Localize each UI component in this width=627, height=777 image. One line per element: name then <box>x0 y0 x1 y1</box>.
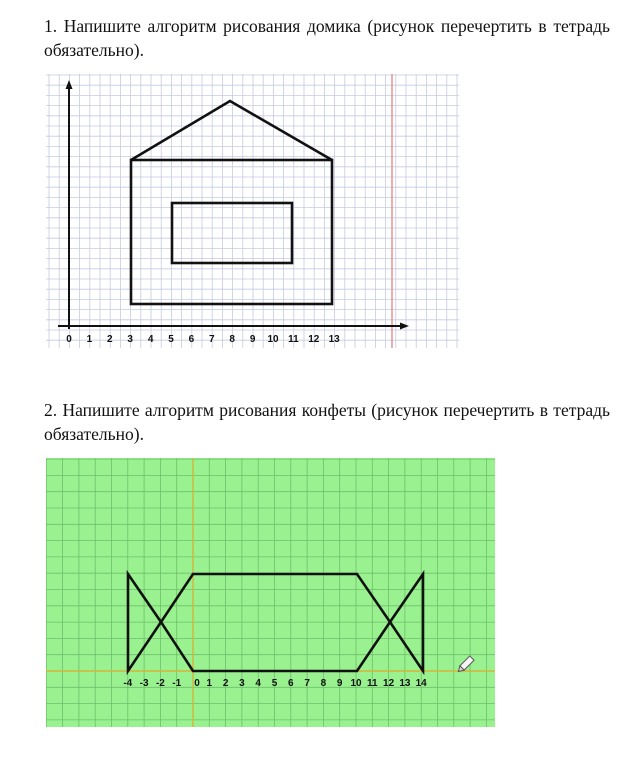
tick-label: 10 <box>350 678 362 689</box>
tick-label: 6 <box>188 334 195 345</box>
tick-label: 5 <box>168 334 174 345</box>
tick-label: 7 <box>209 334 215 345</box>
tick-label: -2 <box>155 678 165 689</box>
tick-label: -4 <box>123 678 133 689</box>
candy-drawing-figure <box>46 458 495 727</box>
tick-label: 4 <box>147 334 154 345</box>
house-drawing-figure <box>46 74 459 348</box>
tick-label: 0 <box>194 678 200 689</box>
tick-label: -1 <box>172 678 182 689</box>
tick-label: 0 <box>66 334 72 345</box>
tick-label: 7 <box>304 678 310 689</box>
tick-label: 6 <box>288 678 294 689</box>
tick-label: 12 <box>383 678 395 689</box>
tick-label: 10 <box>267 334 279 345</box>
tick-label: 12 <box>308 334 320 345</box>
tick-label: 11 <box>288 334 299 345</box>
tick-label: 13 <box>328 334 340 345</box>
tick-label: 8 <box>320 678 327 689</box>
tick-label: 8 <box>229 334 235 345</box>
tick-label: 4 <box>255 678 261 689</box>
task-2-text: 2. Напишите алгоритм рисования конфеты (рисунок перечертить в тетрадь обязательно). <box>44 400 610 444</box>
tick-label: 2 <box>222 678 229 689</box>
tick-label: 14 <box>415 678 427 689</box>
tick-label: 11 <box>367 678 378 689</box>
tick-label: 13 <box>399 678 411 689</box>
tick-label: 1 <box>86 334 93 345</box>
tick-label: 1 <box>206 678 213 689</box>
tick-label: -3 <box>139 678 149 689</box>
tick-label: 2 <box>107 334 113 345</box>
figure-background <box>46 458 495 727</box>
task-1-text: 1. Напишите алгоритм рисования домика (рисунок перечертить в тетрадь обязательно). <box>44 16 610 60</box>
tick-label: 9 <box>249 334 256 345</box>
tick-label: 3 <box>239 678 245 689</box>
tick-label: 9 <box>336 678 343 689</box>
tick-label: 3 <box>127 334 133 345</box>
tick-label: 5 <box>271 678 278 689</box>
